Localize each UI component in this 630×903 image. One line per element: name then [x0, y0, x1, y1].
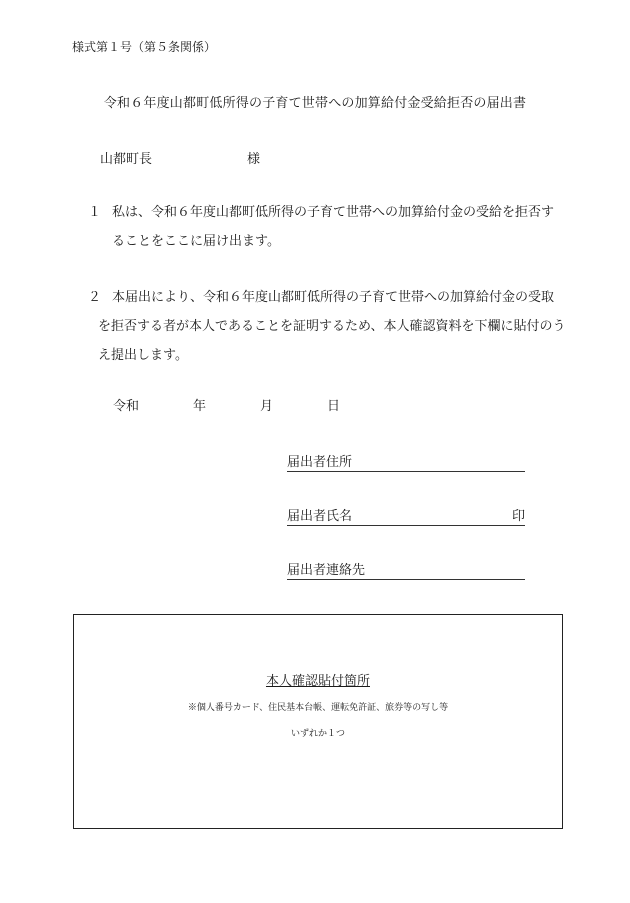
clause-1-first-line: 私は、令和６年度山都町低所得の子育て世帯への加算給付金の受給を拒否す: [112, 205, 555, 220]
id-attachment-note: ※個人番号カード、住民基本台帳、運転免許証、旅券等の写し等: [187, 703, 449, 713]
date-line: [113, 395, 340, 414]
applicant-address-label: 届出者住所: [287, 455, 353, 470]
seal-mark: 印: [511, 509, 525, 524]
clause-1-number: １: [88, 205, 102, 220]
clause-2-number: ２: [88, 290, 102, 305]
form-number: 様式第１号（第５条関係）: [72, 40, 217, 54]
date-year: 年: [193, 399, 207, 414]
clause-1-continuation: ることをここに届け出ます。: [112, 234, 280, 249]
clause-1: [88, 198, 578, 256]
applicant-contact-label: 届出者連絡先: [287, 563, 366, 578]
clause-2-first-line: 本届出により、令和６年度山都町低所得の子育て世帯への加算給付金の受取: [112, 290, 555, 305]
applicant-address-field[interactable]: [287, 451, 525, 472]
date-era: 令和: [113, 399, 140, 414]
id-attachment-title: 本人確認貼付箇所: [265, 674, 370, 689]
clause-2: [88, 283, 578, 370]
applicant-name-field[interactable]: [287, 505, 525, 526]
addressee-name: 山都町長: [100, 152, 153, 167]
addressee: [100, 148, 261, 167]
document-title: 令和６年度山都町低所得の子育て世帯への加算給付金受給拒否の届出書: [103, 96, 527, 111]
applicant-contact-field[interactable]: [287, 559, 525, 580]
id-attachment-box: [73, 614, 563, 829]
date-month: 月: [260, 399, 274, 414]
clause-2-continuation: を拒否する者が本人であることを証明するため、本人確認資料を下欄に貼付のうえ提出します。: [98, 319, 566, 363]
date-day: 日: [327, 399, 341, 414]
addressee-honorific: 様: [247, 152, 261, 167]
applicant-name-label: 届出者氏名: [287, 509, 353, 524]
id-attachment-sub: いずれか１つ: [290, 729, 345, 739]
